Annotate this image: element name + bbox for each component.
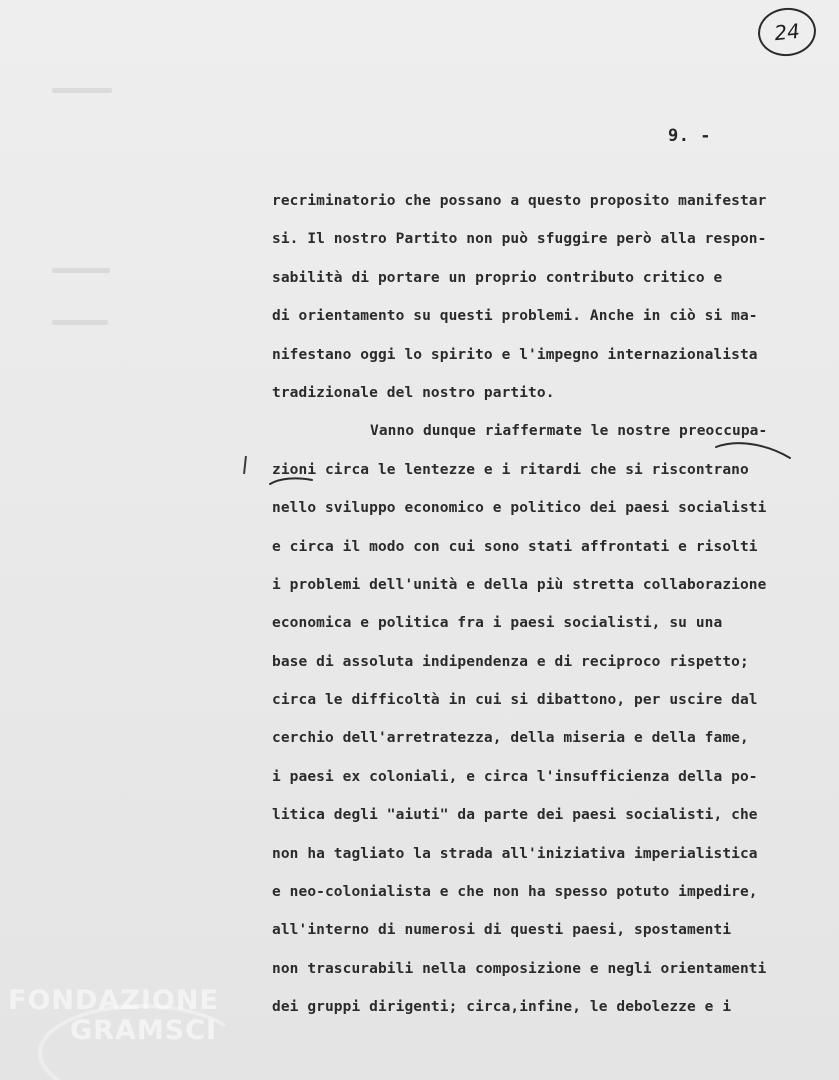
margin-ghost-mark — [52, 268, 110, 273]
margin-ghost-mark — [52, 88, 112, 93]
text-line: e circa il modo con cui sono stati affrontati e risolti — [272, 538, 758, 555]
text-line: non trascurabili nella composizione e negli orientamenti — [272, 960, 767, 977]
text-line: economica e politica fra i paesi socialisti, su una — [272, 615, 723, 632]
text-line: i paesi ex coloniali, e circa l'insufficienza della po- — [272, 768, 758, 785]
watermark-line2: GRAMSCI — [70, 1015, 218, 1046]
text-line: e neo-colonialista e che non ha spesso potuto impedire, — [272, 884, 758, 901]
handwritten-margin-mark — [243, 456, 247, 474]
text-line: recriminatorio che possano a questo proposito manifestar — [272, 193, 767, 209]
text-line-paragraph-start: Vanno dunque riaffermate le nostre preoccupa- — [370, 423, 768, 440]
text-line: nifestano oggi lo spirito e l'impegno internazionalista — [272, 346, 758, 363]
text-line: dei gruppi dirigenti; circa,infine, le debolezze e i — [272, 999, 732, 1016]
margin-ghost-mark — [52, 320, 108, 325]
text-line: zioni circa le lentezze e i ritardi che si riscontrano — [272, 461, 749, 478]
text-line: i problemi dell'unità e della più stretta collaborazione — [272, 576, 767, 593]
text-line: sabilità di portare un proprio contributo critico e — [272, 269, 723, 286]
archive-page-number — [756, 5, 819, 59]
page-number: 9. - — [668, 126, 711, 146]
watermark-line1: FONDAZIONE — [8, 985, 219, 1016]
text-line: tradizionale del nostro partito. — [272, 384, 555, 401]
text-line: all'interno di numerosi di questi paesi, spostamenti — [272, 922, 732, 939]
text-line: di orientamento su questi problemi. Anche in ciò si ma- — [272, 308, 758, 325]
archive-page-number-text: 24 — [773, 18, 801, 46]
document-body — [272, 182, 832, 1027]
text-line: base di assoluta indipendenza e di reciproco rispetto; — [272, 653, 749, 670]
text-line: si. Il nostro Partito non può sfuggire però alla respon- — [272, 231, 767, 248]
text-line: non ha tagliato la strada all'iniziativa imperialistica — [272, 845, 758, 862]
watermark-logo — [8, 986, 238, 1046]
text-line: circa le difficoltà in cui si dibattono, per uscire dal — [272, 692, 758, 709]
text-line: litica degli "aiuti" da parte dei paesi socialisti, che — [272, 807, 758, 824]
text-line: nello sviluppo economico e politico dei paesi socialisti — [272, 500, 767, 517]
text-line: cerchio dell'arretratezza, della miseria e della fame, — [272, 730, 749, 747]
